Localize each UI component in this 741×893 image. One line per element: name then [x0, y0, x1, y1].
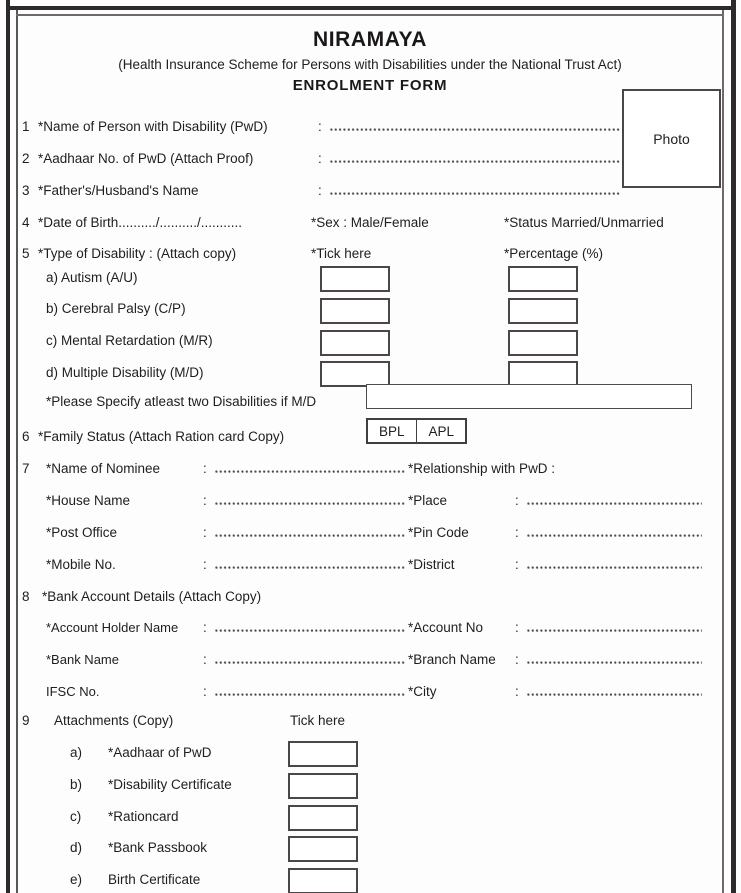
input-name-of-nominee[interactable]	[215, 462, 405, 475]
label-name-of-nominee: *Name of Nominee	[46, 461, 161, 476]
colon-mobile-no: :	[203, 557, 207, 572]
photo-placeholder-box[interactable]	[622, 89, 721, 188]
colon-father: :	[318, 183, 322, 198]
input-aadhaar-no[interactable]	[330, 152, 620, 165]
colon-name: :	[318, 119, 322, 134]
input-account-no[interactable]	[527, 621, 702, 634]
label-house-name: *House Name	[46, 493, 131, 508]
label-type-of-disability: *Type of Disability : (Attach copy)	[38, 246, 237, 261]
form-type-heading: ENROLMENT FORM	[292, 77, 448, 94]
option-apl[interactable]: APL	[428, 423, 454, 439]
option-bpl[interactable]: BPL	[378, 423, 405, 439]
photo-label: Photo	[653, 130, 690, 147]
checkbox-attachment-rationcard[interactable]	[288, 805, 358, 831]
checkbox-tick-mental-retardation[interactable]	[320, 330, 390, 356]
label-account-holder-name: *Account Holder Name	[46, 620, 179, 635]
checkbox-tick-cerebral-palsy[interactable]	[320, 298, 390, 324]
input-specify-two-disabilities[interactable]	[366, 384, 692, 409]
field-number-5: 5	[22, 246, 30, 261]
label-disability-autism	[46, 270, 138, 285]
colon-ifsc-no: :	[203, 684, 207, 699]
checkbox-tick-autism[interactable]	[320, 266, 390, 292]
input-date-of-birth[interactable]: *Date of Birth........../........../...........	[38, 215, 243, 230]
marker-d: d)	[46, 365, 59, 380]
checkbox-attachment-bank-passbook[interactable]	[288, 836, 358, 862]
label-place: *Place	[408, 493, 448, 508]
input-percentage-mental-retardation[interactable]	[508, 330, 578, 356]
input-account-holder-name[interactable]	[215, 621, 405, 634]
label-family-status: *Family Status (Attach Ration card Copy)	[38, 429, 285, 444]
form-sheet	[18, 16, 722, 893]
label-disability-cerebral-palsy	[46, 301, 186, 316]
colon-account-no: :	[515, 620, 519, 635]
colon-account-holder: :	[203, 620, 207, 635]
label-father-husband-name: *Father's/Husband's Name	[38, 183, 199, 198]
input-percentage-cerebral-palsy[interactable]	[508, 298, 578, 324]
label-attachment-disability-certificate: *Disability Certificate	[108, 777, 232, 792]
label-district: *District	[408, 557, 455, 572]
label-disability-mental-retardation	[46, 333, 213, 348]
input-name-of-pwd[interactable]	[330, 120, 620, 133]
page-border-top-outer	[6, 6, 736, 10]
marker-attachment-c: c)	[70, 809, 82, 824]
colon-post-office: :	[203, 525, 207, 540]
colon-branch-name: :	[515, 652, 519, 667]
colon-district: :	[515, 557, 519, 572]
label-disability-multiple	[46, 365, 204, 380]
family-status-selector[interactable]	[366, 418, 467, 444]
scheme-subtitle: (Health Insurance Scheme for Persons with Disabilities under the National Trust Act)	[118, 57, 622, 72]
colon-nominee-name: :	[203, 461, 207, 476]
checkbox-attachment-aadhaar[interactable]	[288, 741, 358, 767]
input-father-husband-name[interactable]	[330, 184, 620, 197]
page-border-left-outer	[6, 0, 10, 893]
colon-city: :	[515, 684, 519, 699]
label-pin-code: *Pin Code	[408, 525, 469, 540]
colon-pin-code: :	[515, 525, 519, 540]
label-bank-name: *Bank Name	[46, 652, 119, 667]
input-percentage-autism[interactable]	[508, 266, 578, 292]
header-tick-here: *Tick here	[311, 246, 372, 261]
colon-bank-name: :	[203, 652, 207, 667]
label-account-no: *Account No	[408, 620, 484, 635]
field-number-4: 4	[22, 215, 30, 230]
field-number-3: 3	[22, 183, 30, 198]
label-specify-two-disabilities: *Please Specify atleast two Disabilities if M/D	[46, 394, 317, 409]
marker-a: a)	[46, 270, 59, 285]
field-number-8: 8	[22, 589, 30, 604]
text-autism: Autism (A/U)	[61, 270, 138, 285]
label-aadhaar-no: *Aadhaar No. of PwD (Attach Proof)	[38, 151, 254, 166]
header-percentage: *Percentage (%)	[504, 246, 604, 261]
field-sex[interactable]: *Sex : Male/Female	[311, 215, 429, 230]
label-attachment-bank-passbook: *Bank Passbook	[108, 840, 208, 855]
label-mobile-no: *Mobile No.	[46, 557, 116, 572]
input-pin-code[interactable]	[527, 526, 702, 539]
label-city: *City	[408, 684, 437, 699]
label-attachments: Attachments (Copy)	[54, 713, 174, 728]
input-place[interactable]	[527, 494, 702, 507]
label-name-of-pwd: *Name of Person with Disability (PwD)	[38, 119, 268, 134]
input-bank-name[interactable]	[215, 653, 405, 666]
page-border-right-outer	[731, 0, 736, 893]
marker-c: c)	[46, 333, 58, 348]
marker-attachment-a: a)	[70, 745, 83, 760]
field-number-9: 9	[22, 713, 30, 728]
text-cerebral-palsy: Cerebral Palsy (C/P)	[61, 301, 186, 316]
colon-place: :	[515, 493, 519, 508]
text-mental-retardation: Mental Retardation (M/R)	[61, 333, 213, 348]
colon-house-name: :	[203, 493, 207, 508]
checkbox-attachment-birth-certificate[interactable]	[288, 868, 358, 893]
text-multiple-disability: Multiple Disability (M/D)	[61, 365, 204, 380]
marker-attachment-d: d)	[70, 840, 83, 855]
input-ifsc-no[interactable]	[215, 685, 405, 698]
input-city[interactable]	[527, 685, 702, 698]
label-attachment-birth-certificate: Birth Certificate	[108, 872, 201, 887]
label-bank-account-details: *Bank Account Details (Attach Copy)	[42, 589, 262, 604]
input-house-name[interactable]	[215, 494, 405, 507]
input-district[interactable]	[527, 558, 702, 571]
colon-aadhaar: :	[318, 151, 322, 166]
input-branch-name[interactable]	[527, 653, 702, 666]
field-marital-status[interactable]: *Status Married/Unmarried	[504, 215, 664, 230]
page-border-right-inner	[722, 8, 724, 893]
page-title: NIRAMAYA	[312, 28, 428, 51]
marker-attachment-e: e)	[70, 872, 83, 887]
header-attachments-tick-here: Tick here	[290, 713, 346, 728]
input-post-office[interactable]	[215, 526, 405, 539]
field-number-1: 1	[22, 119, 30, 134]
input-mobile-no[interactable]	[215, 558, 405, 571]
field-number-2: 2	[22, 151, 30, 166]
label-attachment-rationcard: *Rationcard	[108, 809, 179, 824]
label-ifsc-no: IFSC No.	[46, 684, 100, 699]
marker-b: b)	[46, 301, 59, 316]
marker-attachment-b: b)	[70, 777, 83, 792]
label-attachment-aadhaar: *Aadhaar of PwD	[108, 745, 212, 760]
field-number-6: 6	[22, 429, 30, 444]
label-post-office: *Post Office	[46, 525, 118, 540]
field-number-7: 7	[22, 461, 30, 476]
label-branch-name: *Branch Name	[408, 652, 496, 667]
checkbox-attachment-disability-certificate[interactable]	[288, 773, 358, 799]
label-relationship-with-pwd: *Relationship with PwD :	[408, 461, 556, 476]
